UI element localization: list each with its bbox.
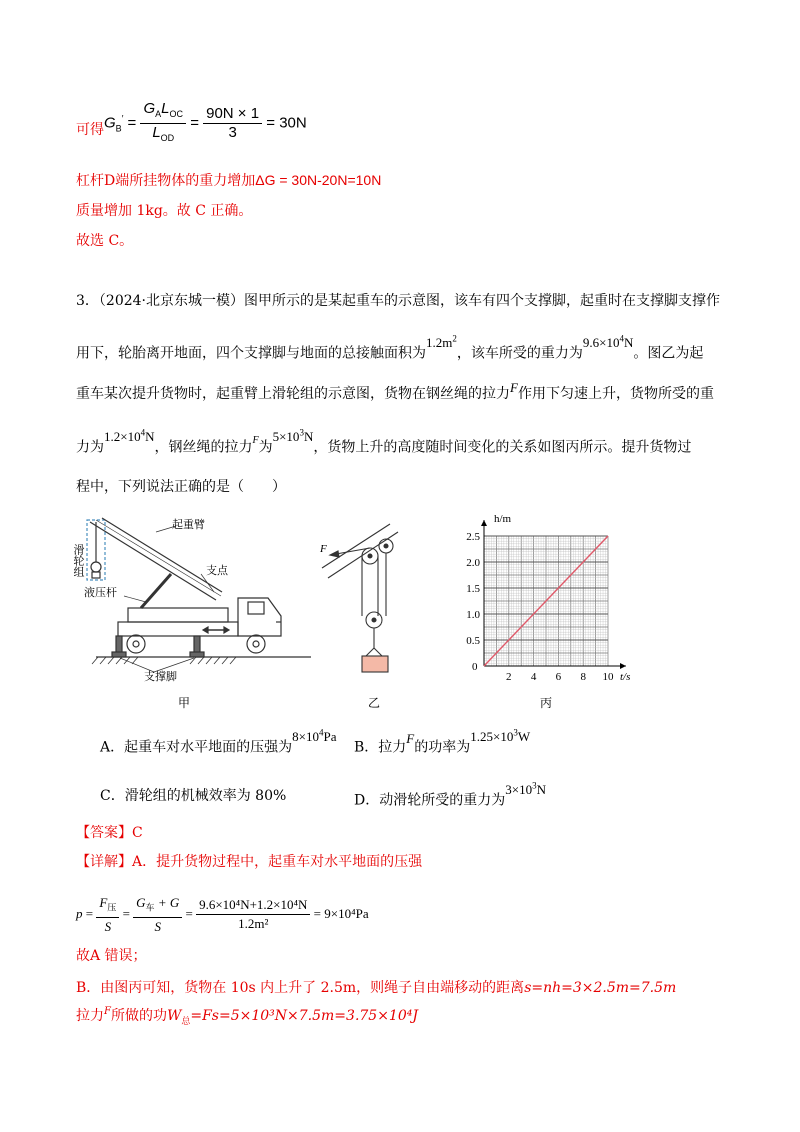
question-line-2: 用下，轮胎离开地面，四个支撑脚与地面的总接触面积为$1.2m^2$，该车所受的重力为$9.6\times 10^4N$。图乙为起 <box>76 334 704 362</box>
eq-result: = 30N <box>266 114 307 132</box>
figure-yi-pulley <box>318 518 408 678</box>
chart-origin-label: 0 <box>472 661 478 673</box>
chart-xlabel: t/s <box>620 671 631 683</box>
x-tick-label: 2 <box>506 671 512 683</box>
detail-line-b: B．由图丙可知，货物在 10s 内上升了 2.5m，则绳子自由端移动的距离s=nh=3×2.5m=7.5m <box>76 980 677 996</box>
y-axis-arrow <box>481 520 487 526</box>
y-tick-label: 0.5 <box>466 635 480 647</box>
eq-lhs-prime: ′ <box>121 113 124 124</box>
label-hydraulic: 液压杆 <box>84 587 117 599</box>
y-tick-label: 1.5 <box>466 583 480 595</box>
figure-jia-crane <box>72 512 316 712</box>
label-pulley-group: 滑轮组 <box>72 544 84 577</box>
question-line-1: 3．（2024·北京东城一模）图甲所示的是某起重车的示意图，该车有四个支撑脚，起重时在支撑脚支撑作 <box>76 293 721 309</box>
eq-lhs: G <box>104 114 116 132</box>
a-wrong-line: 故A 错误； <box>76 948 147 964</box>
x-axis-arrow <box>620 663 626 669</box>
pressure-result: = 9×10⁴Pa <box>313 905 369 921</box>
pressure-frac-1: $\frac{F_压}{S}$ <box>96 894 119 936</box>
option-c[interactable]: C．滑轮组的机械效率为 80% <box>100 788 287 804</box>
work-line: 拉力$^F$所做的功$W_总=Fs=5\times 10^3N\times 7.5m=3.75\times 10^4J$ <box>76 1006 418 1027</box>
caption-yi: 乙 <box>368 696 381 710</box>
option-b[interactable]: B．拉力F的功率为$1.25\times 10^3W$ <box>354 728 531 756</box>
choose-line: 故选 C。 <box>76 233 134 249</box>
figure-bing-chart <box>448 508 648 684</box>
eq-fraction-1: $\frac{G_AL_{OC}}{L_{OD}}$ <box>140 100 186 147</box>
eq-lhs-sub: B <box>115 123 122 134</box>
gravity-increase-line: 杠杆D端所挂物体的重力增加ΔG = 30N-20N=10N <box>76 172 382 189</box>
question-line-5: 程中，下列说法正确的是（ ） <box>76 479 286 495</box>
label-force-F: F <box>320 543 327 555</box>
caption-bing: 丙 <box>540 696 553 710</box>
question-line-4: 力为$1.2\times 10^4N$，钢丝绳的拉力$^F$为$5\times 10^3N$，货物上升的高度随时间变化的关系如图丙所示。提升货物过 <box>76 428 692 456</box>
option-d[interactable]: D．动滑轮所受的重力为$3\times 10^3N$ <box>354 781 546 809</box>
label-legs: 支撑脚 <box>144 671 177 683</box>
pressure-frac-3: $\frac{\text{9.6×10⁴N+1.2×10⁴N}}{\text{1.2m²}}$ <box>196 896 310 933</box>
option-a[interactable]: A．起重车对水平地面的压强为$8\times 10^4Pa$ <box>100 728 337 756</box>
x-tick-label: 8 <box>580 671 586 683</box>
y-tick-label: 1.0 <box>466 609 480 621</box>
solution-lead: 可得 <box>76 122 104 138</box>
eq-fraction-2: $\frac{90N \times 1}{3}$ <box>203 105 262 142</box>
answer-label: 【答案】C <box>76 825 143 841</box>
label-boom: 起重臂 <box>172 519 205 531</box>
question-line-3: 重车某次提升货物时，起重臂上滑轮组的示意图，货物在钢丝绳的拉力F作用下匀速上升，货物所受的重 <box>76 380 714 402</box>
x-tick-label: 4 <box>530 671 537 683</box>
y-tick-label: 2.0 <box>466 557 480 569</box>
pressure-equation: p = $\frac{F_压}{S}$ = $\frac{G_车 + G}{S}$ = $\frac{\text{9.6×10⁴N+1.2×10⁴N}}{\text{1.2m²}}$ = 9×10⁴Pa <box>76 895 369 934</box>
lever-equation: $G_B'$ = $\frac{G_AL_{OC}}{L_{OD}}$ = $\frac{90N \times 1}{3}$ = 30N <box>104 100 307 147</box>
label-pivot: 支点 <box>206 565 228 577</box>
mass-increase-line: 质量增加 1kg。故 C 正确。 <box>76 203 253 219</box>
chart-ylabel: h/m <box>494 513 512 525</box>
pressure-frac-2: $\frac{G_车 + G}{S}$ <box>133 894 182 936</box>
detail-line-a: 【详解】A．提升货物过程中，起重车对水平地面的压强 <box>76 854 423 870</box>
x-tick-label: 6 <box>555 671 562 683</box>
x-tick-label: 10 <box>602 671 614 683</box>
y-tick-label: 2.5 <box>466 531 480 543</box>
caption-jia: 甲 <box>178 696 191 710</box>
